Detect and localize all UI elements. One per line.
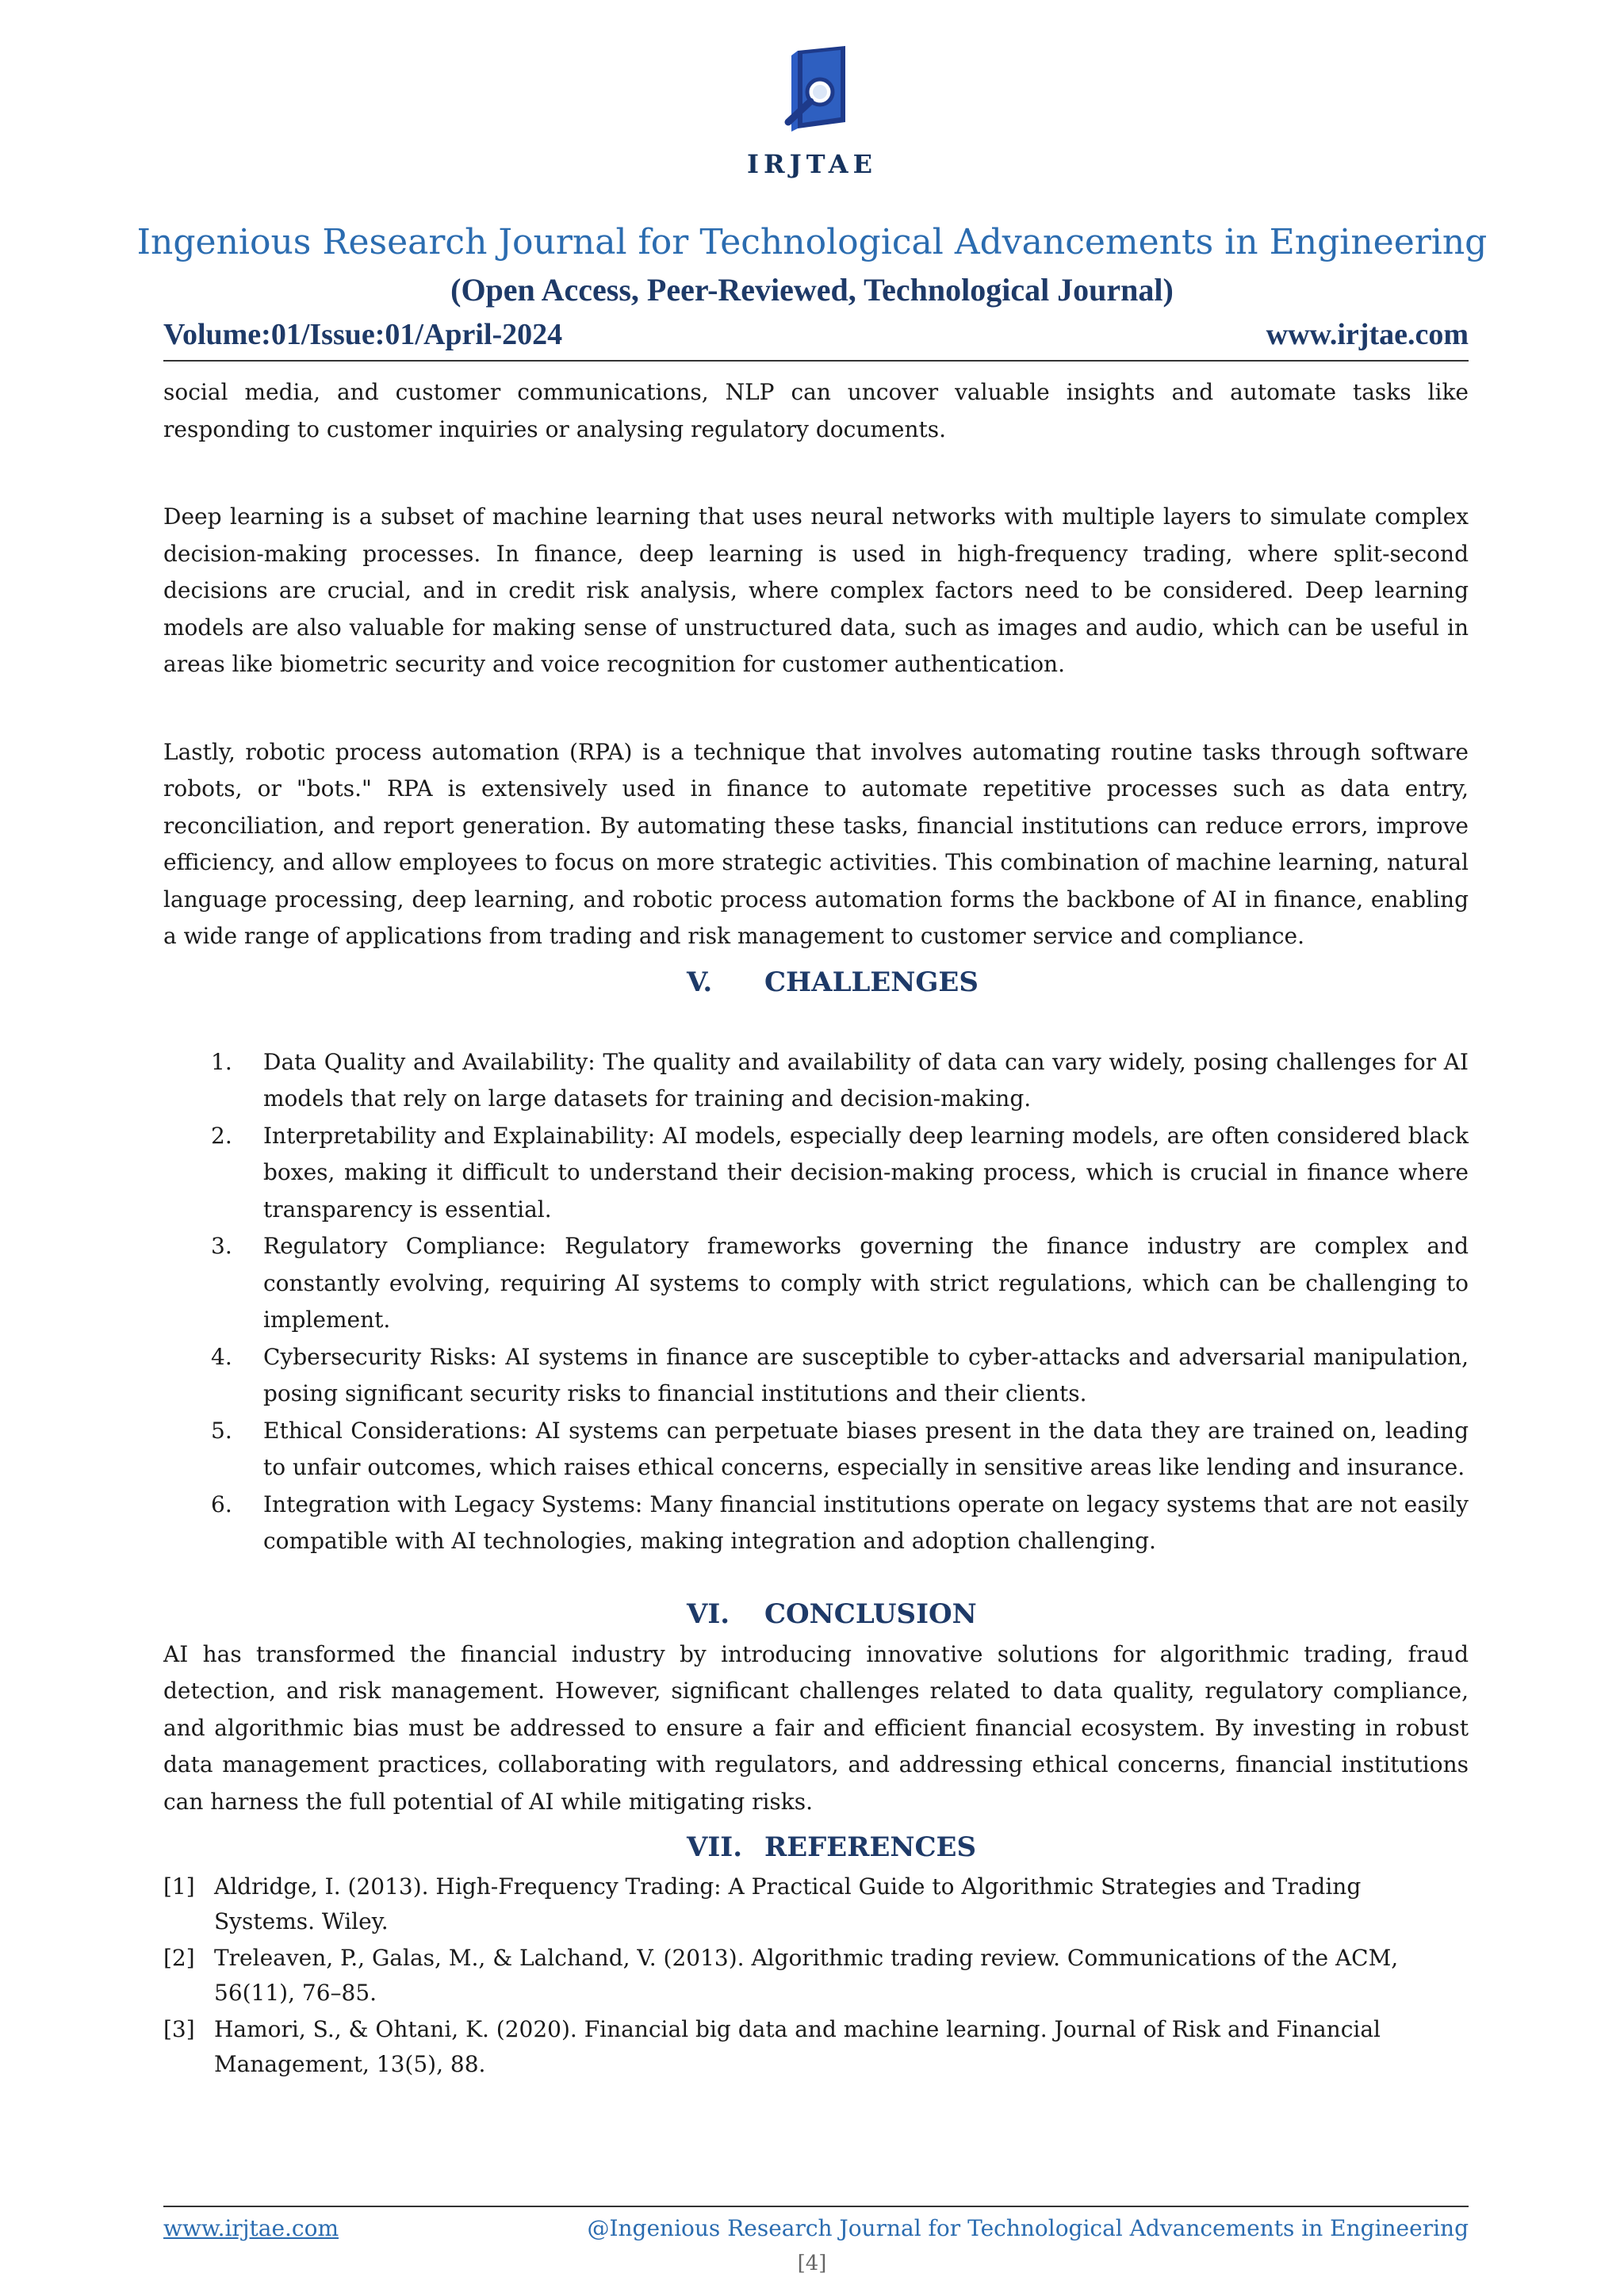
section-heading-conclusion: VI. CONCLUSION bbox=[687, 1598, 977, 1630]
footer-website-link[interactable]: www.irjtae.com bbox=[163, 2215, 339, 2241]
references-list bbox=[163, 1869, 1469, 2082]
logo-text: IRJTAE bbox=[747, 149, 877, 179]
paragraph: Lastly, robotic process automation (RPA) is a technique that involves automating routine tasks through software robots, or "bots." RPA is extensively used in finance to automate repetitive processes such as data entry, reconciliation, and report generation. By automating these tasks, financial institutions can reduce errors, improve efficiency, and allow employees to focus on more strategic activities. This combination of machine learning, natural language processing, deep learning, and robotic process automation forms the backbone of AI in finance, enabling a wide range of applications from trading and risk management to customer service and compliance. bbox=[163, 738, 1469, 949]
section-heading-references: VII. REFERENCES bbox=[687, 1831, 977, 1863]
journal-subtitle: (Open Access, Peer-Reviewed, Technological Journal) bbox=[450, 272, 1174, 308]
footer-journal: @Ingenious Research Journal for Technological Advancements in Engineering bbox=[587, 2215, 1469, 2241]
list-item: 1. Data Quality and Availability: The quality and availability of data can vary widely, posing challenges for AI models that rely on large datasets for training and decision-making. bbox=[211, 1048, 1469, 1112]
header-website: www.irjtae.com bbox=[1266, 318, 1469, 351]
volume-issue: Volume:01/Issue:01/April-2024 bbox=[163, 318, 563, 351]
journal-title: Ingenious Research Journal for Technological Advancements in Engineering bbox=[136, 222, 1488, 262]
reference-item: [1] Aldridge, I. (2013). High-Frequency Trading: A Practical Guide to Algorithmic Strategies and Trading Systems. Wiley. bbox=[163, 1873, 1362, 1934]
article-body bbox=[163, 374, 1469, 2084]
paragraph: Deep learning is a subset of machine learning that uses neural networks with multiple layers to simulate complex decision-making processes. In finance, deep learning is used in high-frequency trading, where split-second decisions are crucial, and in credit risk analysis, where complex factors need to be considered. Deep learning models are also valuable for making sense of unstructured data, such as images and audio, which can be useful in areas like biometric security and voice recognition for customer authentication. bbox=[163, 503, 1469, 677]
list-item: 3. Regulatory Compliance: Regulatory frameworks governing the finance industry are complex and constantly evolving, requiring AI systems to comply with strict regulations, which can be challenging to implement. bbox=[211, 1233, 1469, 1333]
list-item: 5. Ethical Considerations: AI systems can perpetuate biases present in the data they are trained on, leading to unfair outcomes, which raises ethical concerns, especially in sensitive areas like lending and insurance. bbox=[211, 1417, 1469, 1480]
footer-rule bbox=[163, 2206, 1469, 2207]
list-item: 4. Cybersecurity Risks: AI systems in finance are susceptible to cyber-attacks and adversarial manipulation, posing significant security risks to financial institutions and their clients. bbox=[211, 1343, 1469, 1406]
list-item: 2. Interpretability and Explainability: AI models, especially deep learning models, are often considered black boxes, making it difficult to understand their decision-making process, which is crucial in finance where transparency is essential. bbox=[211, 1122, 1469, 1223]
paragraph: social media, and customer communications, NLP can uncover valuable insights and automate tasks like responding to customer inquiries or analysing regulatory documents. bbox=[163, 379, 1469, 442]
conclusion-paragraph: AI has transformed the financial industry by introducing innovative solutions for algorithmic trading, fraud detection, and risk management. However, significant challenges related to data quality, regulatory compliance, and algorithmic bias must be addressed to ensure a fair and efficient financial ecosystem. By investing in robust data management practices, collaborating with regulators, and addressing ethical concerns, financial institutions can harness the full potential of AI while mitigating risks. bbox=[163, 1640, 1469, 1815]
section-heading-challenges: V. CHALLENGES bbox=[687, 966, 979, 998]
reference-item: [2] Treleaven, P., Galas, M., & Lalchand, V. (2013). Algorithmic trading review. Communications of the ACM, 56(11), 76–85. bbox=[163, 1945, 1399, 2006]
header-rule bbox=[163, 360, 1469, 362]
challenges-list bbox=[163, 1044, 1469, 1560]
reference-item: [3] Hamori, S., & Ohtani, K. (2020). Financial big data and machine learning. Journal of Risk and Financial Management, 13(5), 88. bbox=[163, 2016, 1381, 2077]
list-item: 6. Integration with Legacy Systems: Many financial institutions operate on legacy systems that are not easily compatible with AI technologies, making integration and adoption challenging. bbox=[211, 1490, 1469, 1554]
page-number: [4] bbox=[797, 2252, 827, 2275]
